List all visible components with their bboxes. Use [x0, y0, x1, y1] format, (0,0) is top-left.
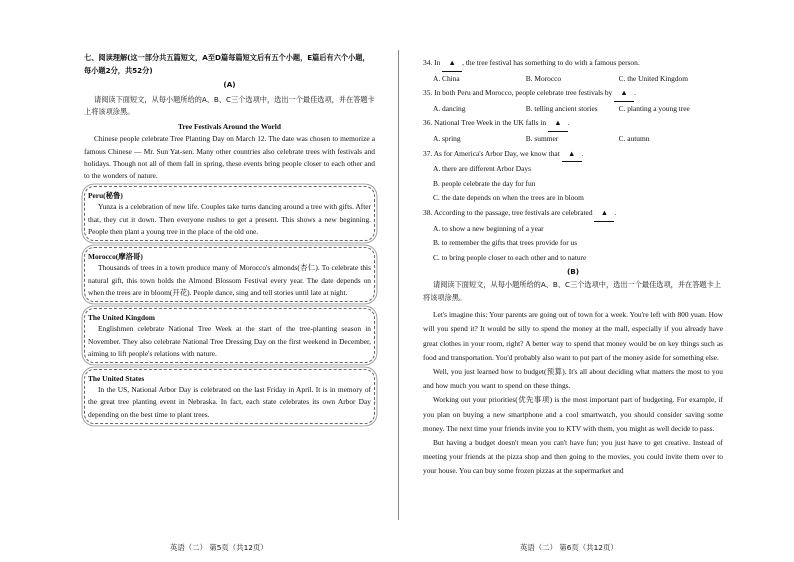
option: B. to remember the gifts that trees provide for us [433, 238, 578, 248]
right-page [423, 0, 723, 562]
uk-title: The United Kingdom [88, 313, 155, 323]
option: C. planting a young tree [618, 103, 690, 113]
question-34-options [423, 72, 723, 87]
part-a-label: (A) [223, 80, 236, 90]
answer-blank: ▲ [614, 86, 634, 102]
option: A. spring [433, 133, 461, 143]
option: A. China [433, 73, 460, 83]
page-divider [398, 50, 399, 520]
questions-block [423, 56, 723, 265]
passage-intro: Chinese people celebrate Tree Planting Day on March 12. The date was chosen to memorize a famous Chinese — Mr. Sun Yat-sen. Many other countries also celebrate trees with festivals and holidays. Though not all of them fall in spring, these events bring people closer to each other and to the wonders of nature. [84, 134, 375, 181]
question-36: 36. National Tree Week in the UK falls in ▲ . [423, 116, 723, 132]
instruction-a: 请阅读下面短文，从每小题所给的A、B、C三个选项中，选出一个最佳选项，并在答题卡上将该项涂黑。 [84, 94, 375, 117]
passage-b [423, 308, 723, 478]
option: C. the United Kingdom [618, 73, 688, 83]
us-text: In the US, National Arbor Day is celebrated on the last Friday in April. It is in memory of the great tree planting event in Nebraska. In fact, each state celebrates its own Arbor Day depending on the best time to plant trees. [88, 385, 371, 419]
option: A. there are different Arbor Days [433, 164, 531, 174]
morocco-title: Morocco(摩洛哥) [88, 252, 143, 262]
paragraph: But having a budget doesn't mean you can't have fun; you just have to get creative. Instead of meeting your friends at the pizza shop and then going to the movies, you could invite them over to your house. You can buy some frozen pizzas at the supermarket and [423, 437, 723, 476]
answer-blank: ▲ [562, 147, 582, 163]
morocco-text: Thousands of trees in a town produce many of Morocco's almonds(杏仁). To celebrate this natural gift, this town holds the Almond Blossom Festival every year. The date depends on when the trees are in bloom(开花). People dance, sing and tell stories until late at night. [88, 263, 371, 297]
uk-text: Englishmen celebrate National Tree Week at the start of the tree-planting season in November. They also celebrate National Tree Dressing Day on the first weekend in December, aiming to lift people's relations with nature. [88, 324, 371, 358]
peru-text: Yunza is a celebration of new life. Couples take turns dancing around a tree with gifts. After that, they cut it down. Then everyone rushes to get a present. This shows a new beginning. People then plant a young tree in the place of the old one. [88, 202, 371, 237]
footer-right: 英语（二） 第6页（共12页） [520, 543, 618, 552]
us-title: The United States [88, 374, 145, 384]
us-box [84, 369, 375, 424]
option: C. autumn [618, 133, 650, 143]
option: B. people celebrate the day for fun [433, 178, 536, 188]
question-37: 37. As for America's Arbor Day, we know that ▲ . [423, 147, 723, 163]
peru-title: Peru(秘鲁) [88, 191, 123, 201]
paragraph: Let's imagine this: Your parents are going out of town for a week. You're left with 800 yuan. How will you spend it? It would be silly to spend the money at the mall, especially if you already have great clothes in your room, right? A better way to spend that money would be on key things such as food and transportation. You'd probably also want to put part of the money aside for something else. [423, 310, 723, 362]
question-36-options [423, 132, 723, 147]
option: B. Morocco [525, 73, 562, 83]
question-35-options [423, 102, 723, 117]
question-38: 38. According to the passage, tree festivals are celebrated ▲ . [423, 206, 723, 222]
paragraph: Working out your priorities(优先事项) is the most important part of budgeting. For example, if you plan on buying a new smartphone and a cool smartwatch, you should consider saving some money. The next time your friends invite you to KTV with them, you might as well decide to pass. [423, 395, 723, 433]
answer-blank: ▲ [594, 206, 614, 222]
paragraph: Well, you just learned how to budget(预算). It's all about deciding what matters the most to you and how much you want to spend on these things. [423, 366, 723, 391]
uk-box [84, 308, 375, 363]
question-34: 34. In ▲ , the tree festival has something to do with a famous person. [423, 56, 723, 72]
option: A. to show a new beginning of a year [433, 223, 544, 233]
option: B. summer [525, 133, 559, 143]
answer-blank: ▲ [442, 56, 462, 72]
part-b-label: (B) [566, 267, 580, 277]
question-35: 35. In both Peru and Morocco, people celebrate tree festivals by ▲ . [423, 86, 723, 102]
peru-box [84, 186, 375, 241]
option: C. to bring people closer to each other and to nature [433, 252, 587, 262]
left-page [84, 0, 375, 562]
instruction-b: 请阅读下面短文，从每小题所给的A、B、C三个选项中，选出一个最佳选项，并在答题卡上将该项涂黑。 [423, 279, 721, 302]
morocco-box [84, 247, 375, 302]
footer-left: 英语（二） 第5页（共12页） [170, 543, 268, 552]
option: A. dancing [433, 103, 466, 113]
section-header: 七、阅读理解(这一部分共五篇短文，A至D篇每篇短文后有五个小题，E篇后有六个小题，每小题2分，共52分) [84, 53, 370, 75]
answer-blank: ▲ [548, 116, 568, 132]
option: C. the date depends on when the trees are in bloom [433, 193, 584, 203]
option: B. telling ancient stories [525, 103, 598, 113]
passage-title: Tree Festivals Around the World [178, 121, 281, 131]
